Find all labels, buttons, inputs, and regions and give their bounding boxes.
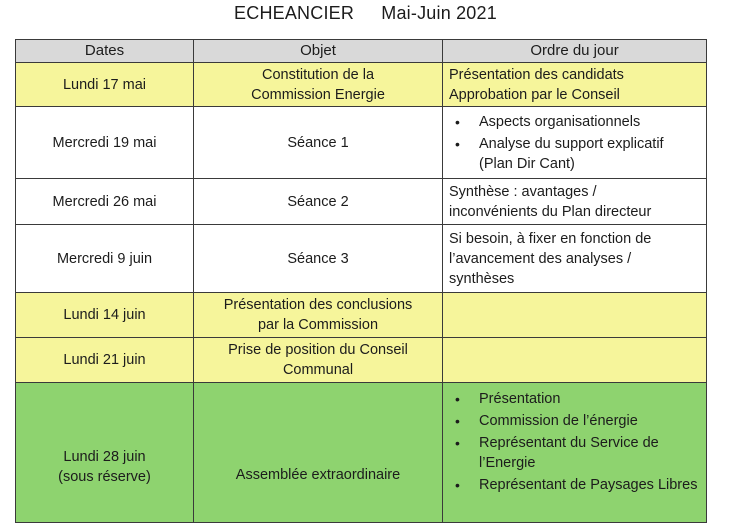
date-cell: Lundi 17 mai — [16, 63, 194, 107]
date-line: Lundi 28 juin — [63, 449, 146, 465]
date-cell: Lundi 21 juin — [16, 338, 194, 383]
ordre-line: synthèses — [449, 270, 515, 287]
ordre-bullet-item: • Commission de l’énergie — [479, 411, 700, 431]
ordre-line: Présentation des candidats — [449, 66, 624, 83]
table-row — [16, 179, 707, 225]
table-row — [16, 293, 707, 338]
ordre-bullet-item: • Analyse du support explicatif (Plan Dir Cant) — [479, 134, 700, 174]
document-title — [0, 0, 731, 28]
objet-cell — [194, 63, 443, 107]
table-row — [16, 338, 707, 383]
date-cell — [16, 383, 194, 523]
date-cell: Lundi 14 juin — [16, 293, 194, 338]
objet-line: Commission Energie — [251, 86, 385, 103]
schedule-table — [15, 39, 707, 523]
objet-cell — [194, 338, 443, 383]
header-ordre-du-jour: Ordre du jour — [443, 40, 707, 63]
objet-cell: Séance 3 — [194, 225, 443, 293]
objet-line: Constitution de la — [261, 66, 375, 83]
objet-cell: Séance 2 — [194, 179, 443, 225]
objet-line: Prise de position du Conseil — [228, 342, 408, 358]
ordre-cell — [443, 107, 707, 179]
header-objet: Objet — [194, 40, 443, 63]
header-dates: Dates — [16, 40, 194, 63]
ordre-cell — [443, 383, 707, 523]
ordre-line: Si besoin, à fixer en fonction de — [449, 230, 652, 247]
date-note: (sous réserve) — [58, 469, 151, 485]
table-row — [16, 63, 707, 107]
title-period: Mai-Juin 2021 — [381, 3, 497, 23]
ordre-cell — [443, 179, 707, 225]
ordre-cell — [443, 225, 707, 293]
ordre-cell — [443, 293, 707, 338]
table-row — [16, 225, 707, 293]
ordre-bullet-item: • Présentation — [479, 389, 700, 409]
ordre-cell — [443, 338, 707, 383]
table-header-row — [16, 40, 707, 63]
objet-cell: Séance 1 — [194, 107, 443, 179]
ordre-bullet-list — [449, 112, 700, 174]
table-row — [16, 107, 707, 179]
objet-cell — [194, 383, 443, 523]
objet-line: Présentation des conclusions — [223, 297, 413, 313]
table-row — [16, 383, 707, 523]
ordre-line: l’avancement des analyses / — [449, 250, 632, 267]
ordre-cell — [443, 63, 707, 107]
title-main: ECHEANCIER — [234, 3, 355, 23]
ordre-bullet-list — [449, 383, 700, 495]
date-cell: Mercredi 19 mai — [16, 107, 194, 179]
objet-line: par la Commission — [257, 317, 379, 333]
objet-line: Assemblée extraordinaire — [235, 467, 401, 483]
ordre-bullet-item: • Représentant du Service de l’Energie — [479, 433, 700, 473]
objet-cell — [194, 293, 443, 338]
date-cell: Mercredi 9 juin — [16, 225, 194, 293]
ordre-line: inconvénients du Plan directeur — [449, 203, 652, 220]
ordre-bullet-item: • Représentant de Paysages Libres — [479, 475, 700, 495]
ordre-line: Approbation par le Conseil — [449, 86, 620, 103]
ordre-bullet-item: • Aspects organisationnels — [479, 112, 700, 132]
date-cell: Mercredi 26 mai — [16, 179, 194, 225]
objet-line: Communal — [282, 362, 354, 378]
ordre-line: Synthèse : avantages / — [449, 183, 597, 200]
